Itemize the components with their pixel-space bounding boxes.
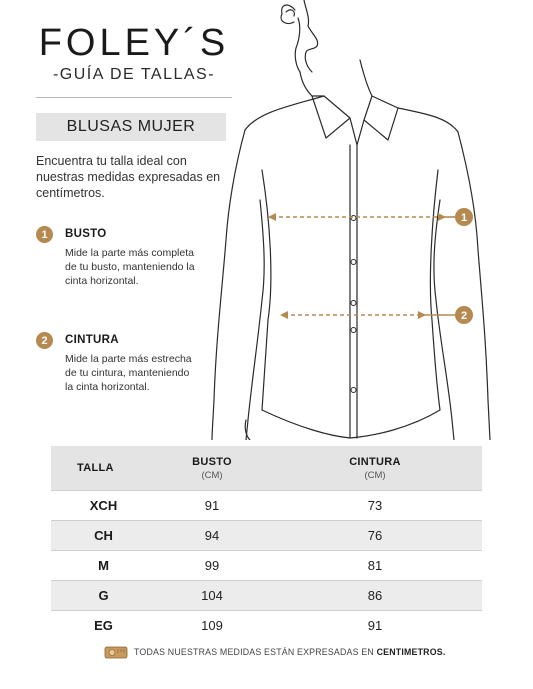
cell-size: XCH: [89, 498, 118, 513]
marker-2: 2: [460, 310, 468, 322]
intro-text: Encuentra tu talla ideal con nuestras medidas expresadas en centímetros.: [36, 154, 221, 200]
table-row: [51, 610, 482, 640]
footer-text-main: TODAS NUESTRAS MEDIDAS ESTÁN EXPRESADAS EN: [134, 647, 377, 657]
cell-bust: 99: [204, 558, 220, 573]
header-waist: [268, 456, 482, 481]
cell-bust: 94: [204, 528, 220, 543]
footer-note: [104, 644, 445, 660]
header-waist-unit: (CM): [364, 469, 386, 481]
step-2-text: Mide la parte más estrecha de tu cintura, manteniendo la cinta horizontal.: [65, 353, 192, 393]
size-table: [51, 446, 482, 640]
header-bust-label: BUSTO: [192, 455, 232, 468]
header-bust-unit: (CM): [201, 469, 223, 481]
cell-waist: 73: [367, 498, 383, 513]
table-row: [51, 520, 482, 550]
category-label: BLUSAS MUJER: [36, 113, 226, 141]
step-2-title: CINTURA: [65, 334, 119, 346]
header-bust: [156, 456, 268, 481]
cell-waist: 91: [367, 618, 383, 633]
step-1-text: Mide la parte más completa de tu busto, manteniendo la cinta horizontal.: [65, 247, 195, 287]
table-header: [51, 446, 482, 490]
header-size: TALLA: [77, 462, 114, 474]
step-2-badge: 2: [36, 332, 53, 349]
brand-logo: FOLEY´S: [38, 22, 230, 64]
step-1-badge: 1: [36, 226, 53, 243]
cell-waist: 81: [367, 558, 383, 573]
table-row: [51, 550, 482, 580]
cell-size: G: [98, 588, 109, 603]
measuring-tape-icon: [104, 644, 128, 660]
cell-size: M: [98, 558, 109, 573]
table-row: [51, 580, 482, 610]
cell-waist: 86: [367, 588, 383, 603]
step-1-title: BUSTO: [65, 228, 107, 240]
footer-text: [134, 647, 445, 657]
cell-bust: 91: [204, 498, 220, 513]
marker-1: 1: [460, 212, 468, 224]
cell-size: EG: [94, 618, 113, 633]
cell-bust: 109: [201, 618, 223, 633]
footer-text-bold: CENTIMETROS.: [376, 647, 446, 657]
page-subtitle: -GUÍA DE TALLAS-: [52, 66, 216, 83]
header-waist-label: CINTURA: [349, 455, 401, 468]
cell-waist: 76: [367, 528, 383, 543]
table-row: [51, 490, 482, 520]
cell-bust: 104: [201, 588, 223, 603]
blouse-illustration: [200, 0, 533, 440]
cell-size: CH: [94, 528, 113, 543]
